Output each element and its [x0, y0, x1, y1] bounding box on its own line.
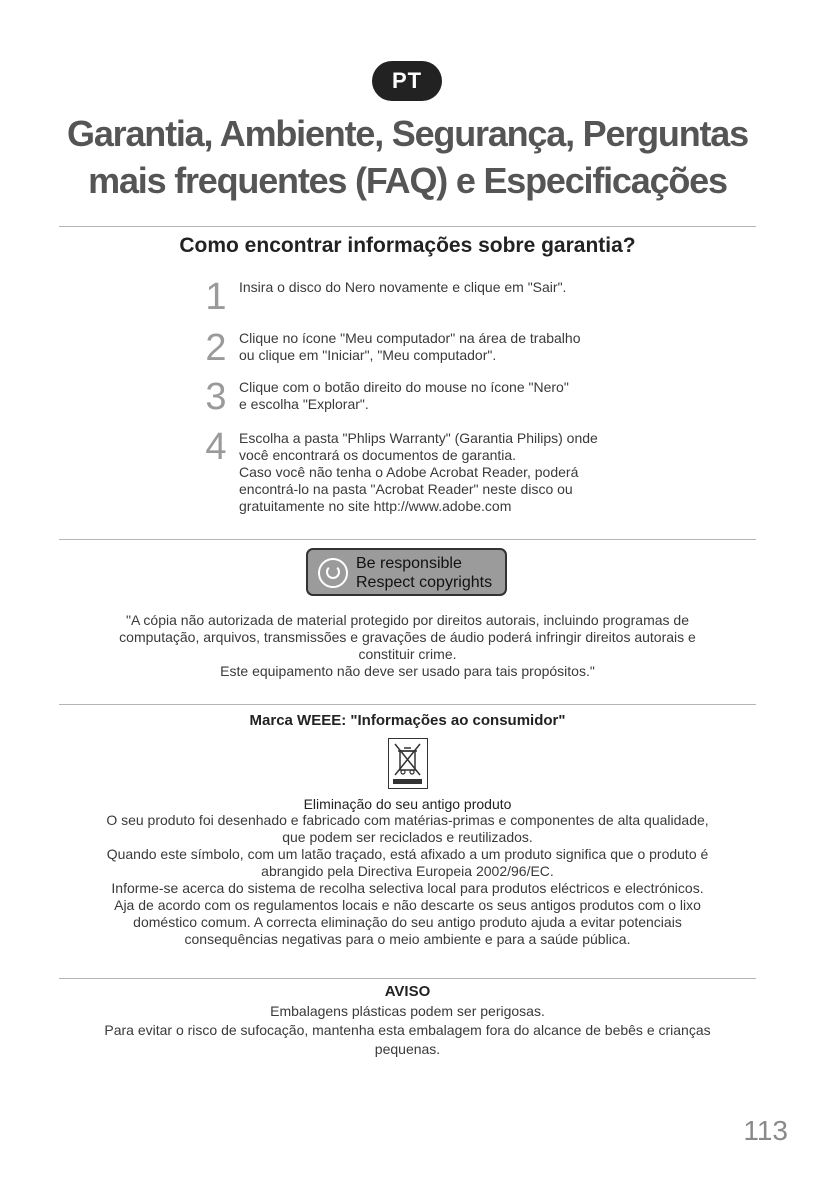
crossed-out-bin-icon — [388, 738, 428, 789]
warning-line: Embalagens plásticas podem ser perigosas. — [270, 1003, 545, 1019]
language-badge: PT — [372, 61, 442, 101]
weee-subheading: Eliminação do seu antigo produto — [303, 796, 512, 812]
warranty-heading: Como encontrar informações sobre garantia? — [179, 234, 636, 257]
be-responsible-badge — [306, 548, 507, 596]
step-line: Caso você não tenha o Adobe Acrobat Reader, poderá — [239, 464, 579, 480]
page-title-line-2: mais frequentes (FAQ) e Especificações — [88, 160, 727, 201]
step-number: 3 — [205, 376, 227, 418]
step-line: você encontrará os documentos de garantia. — [239, 447, 517, 463]
step-text — [239, 330, 639, 364]
step-line: gratuitamente no site http://www.adobe.com — [239, 498, 512, 514]
step-line: Insira o disco do Nero novamente e clique em "Sair". — [239, 279, 567, 295]
weee-line: Informe-se acerca do sistema de recolha selectiva local para produtos eléctricos e electrónicos. — [111, 880, 704, 896]
copyright-notice — [59, 612, 756, 680]
page-title-line-1: Garantia, Ambiente, Segurança, Perguntas — [67, 113, 748, 154]
page-title — [0, 110, 815, 204]
notice-line: computação, arquivos, transmissões e gravações de áudio poderá infringir direitos autorais e — [119, 629, 696, 645]
weee-line: consequências negativas para o meio ambiente e para a saúde pública. — [184, 931, 631, 947]
weee-line: O seu produto foi desenhado e fabricado com matérias-primas e componentes de alta qualidade, — [106, 812, 709, 828]
step-line: encontrá-lo na pasta "Acrobat Reader" neste disco ou — [239, 481, 573, 497]
weee-line: doméstico comum. A correcta eliminação do seu antigo produto ajuda a evitar potenciais — [133, 914, 682, 930]
weee-line: abrangido pela Directiva Europeia 2002/96/EC. — [261, 863, 554, 879]
step-text — [239, 430, 639, 515]
step-text — [239, 379, 639, 413]
notice-line: "A cópia não autorizada de material protegido por direitos autorais, incluindo programas de — [126, 612, 689, 628]
badge-line-2: Respect copyrights — [356, 574, 493, 591]
step-line: Clique no ícone "Meu computador" na área de trabalho — [239, 330, 581, 346]
weee-line: que podem ser reciclados e reutilizados. — [282, 829, 533, 845]
weee-line: Aja de acordo com os regulamentos locais e não descarte os seus antigos produtos com o lixo — [114, 897, 701, 913]
step-number: 4 — [205, 426, 227, 468]
step-number: 2 — [205, 327, 227, 369]
weee-heading: Marca WEEE: "Informações ao consumidor" — [249, 712, 566, 729]
weee-line: Quando este símbolo, com um latão traçado, está afixado a um produto significa que o produto é — [106, 846, 709, 862]
weee-text — [59, 812, 756, 948]
copyright-circle-icon — [318, 558, 348, 588]
warning-text — [59, 1002, 756, 1059]
divider — [59, 978, 756, 979]
step-line: ou clique em "Iniciar", "Meu computador". — [239, 347, 497, 363]
divider — [59, 704, 756, 705]
divider — [59, 539, 756, 540]
step-line: Clique com o botão direito do mouse no ícone "Nero" — [239, 379, 569, 395]
step-number: 1 — [205, 276, 227, 318]
step-line: Escolha a pasta "Phlips Warranty" (Garantia Philips) onde — [239, 430, 598, 446]
page-number: 113 — [743, 1115, 788, 1146]
divider — [59, 226, 756, 227]
notice-line: constituir crime. — [358, 646, 457, 662]
warning-line: pequenas. — [374, 1041, 441, 1057]
step-text — [239, 279, 639, 296]
notice-line: Este equipamento não deve ser usado para tais propósitos." — [220, 663, 595, 679]
warning-line: Para evitar o risco de sufocação, mantenha esta embalagem fora do alcance de bebês e crianças — [104, 1022, 711, 1038]
warning-heading: AVISO — [384, 983, 431, 1000]
badge-line-1: Be responsible — [356, 555, 462, 572]
step-line: e escolha "Explorar". — [239, 396, 369, 412]
